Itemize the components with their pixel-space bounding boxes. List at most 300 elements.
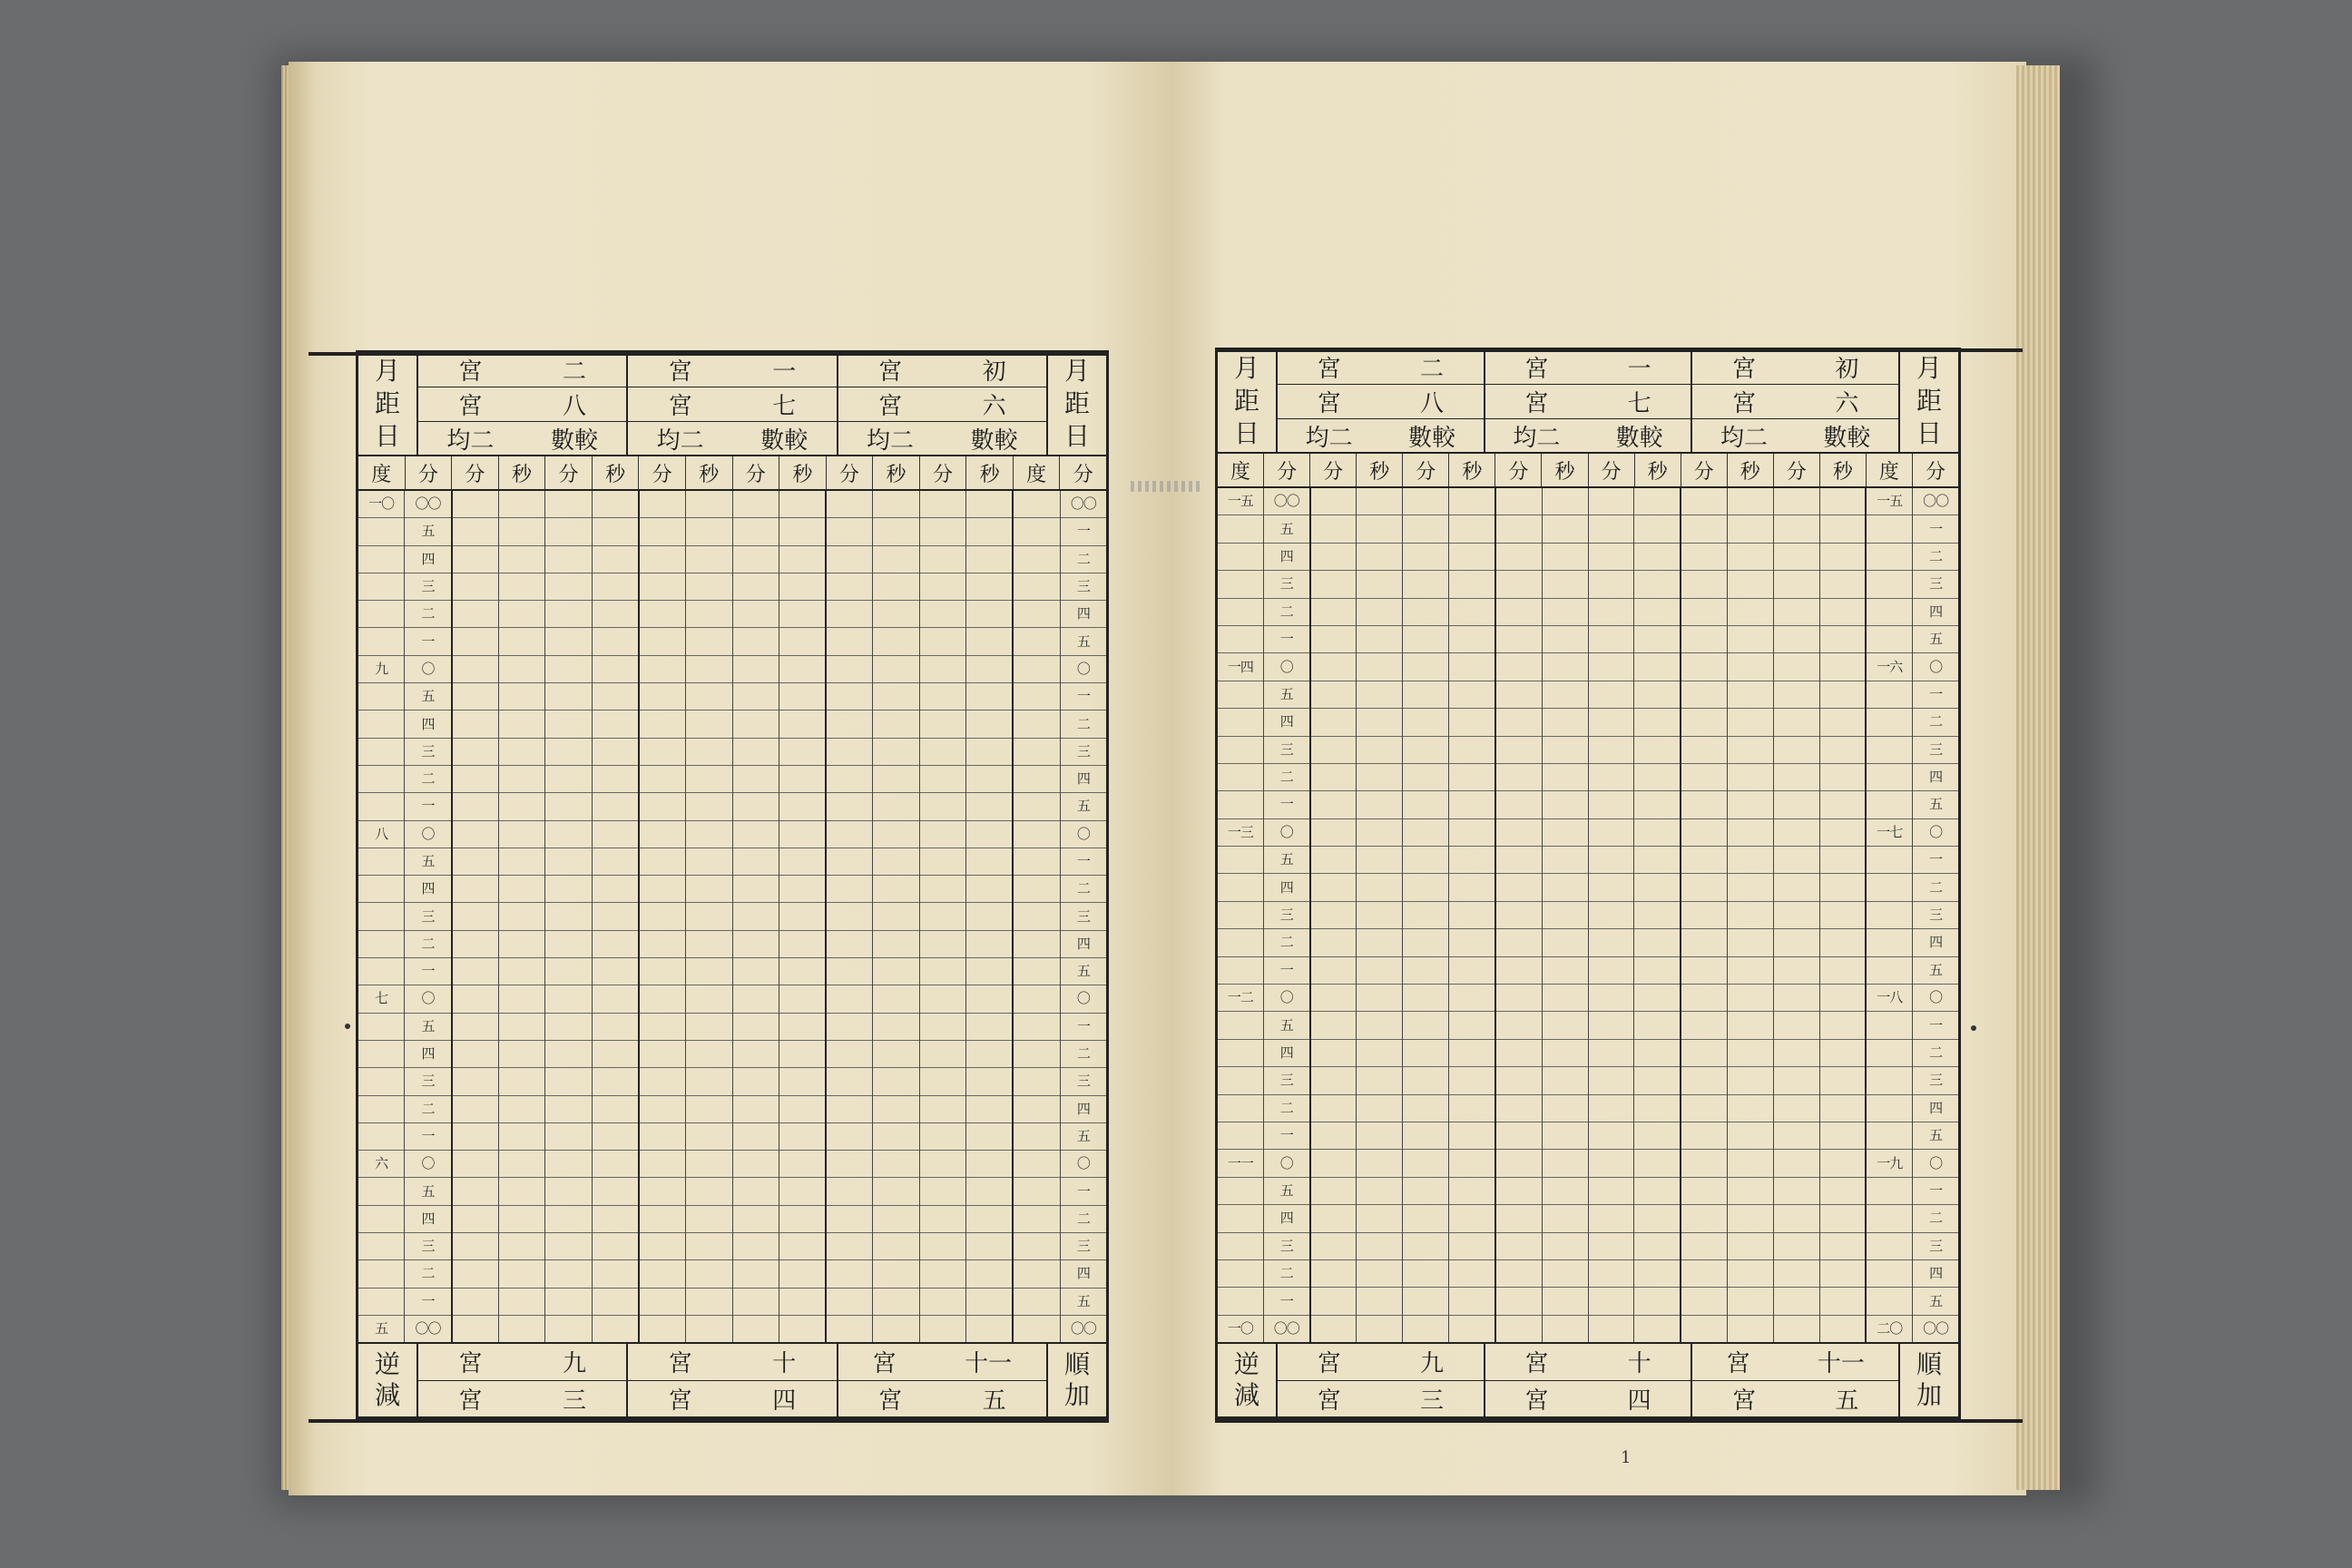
- table-cell: [1774, 653, 1819, 681]
- table-cell: [1496, 1150, 1542, 1177]
- table-cell: [827, 1316, 872, 1342]
- table-cell: [1774, 1178, 1819, 1205]
- table-cell: [1496, 653, 1542, 681]
- table-column: [1311, 488, 1357, 1342]
- table-cell: [779, 710, 825, 738]
- table-cell: [779, 1014, 825, 1041]
- table-cell: 一九: [1867, 1150, 1912, 1177]
- table-cell: [593, 903, 638, 930]
- table-cell: 四: [1913, 599, 1958, 626]
- table-column: [686, 491, 732, 1342]
- table-cell: [920, 739, 965, 766]
- table-cell: [1681, 488, 1727, 515]
- table-cell: [1681, 1205, 1727, 1232]
- table-cell: [593, 656, 638, 683]
- table-cell: [499, 848, 544, 876]
- table-cell: [1403, 791, 1448, 818]
- table-cell: [966, 1233, 1012, 1260]
- table-cell: [1014, 601, 1059, 628]
- table-cell: [358, 628, 404, 655]
- table-cell: [1774, 791, 1819, 818]
- table-cell: [1449, 791, 1494, 818]
- table-cell: [920, 766, 965, 793]
- table-cell: [1496, 985, 1542, 1012]
- table-cell: [1014, 573, 1059, 601]
- table-cell: [593, 1316, 638, 1342]
- table-cell: [686, 1014, 731, 1041]
- table-cell: [453, 848, 498, 876]
- table-cell: [1774, 1095, 1819, 1122]
- table-cell: 一: [1264, 957, 1309, 985]
- table-cell: [1634, 874, 1680, 901]
- table-cell: [593, 1041, 638, 1068]
- table-cell: [1820, 1233, 1866, 1260]
- table-cell: 〇〇: [1913, 488, 1958, 515]
- table-cell: [966, 931, 1012, 958]
- table-cell: [1311, 1260, 1357, 1288]
- table-cell: 四: [1913, 929, 1958, 956]
- table-cell: [1867, 1233, 1912, 1260]
- table-cell: [733, 518, 779, 545]
- table-cell: [453, 1151, 498, 1178]
- table-cell: [593, 1233, 638, 1260]
- table-cell: [1311, 737, 1357, 764]
- table-cell: [1867, 847, 1912, 874]
- page-number: 1: [1621, 1448, 1632, 1467]
- table-cell: [827, 931, 872, 958]
- table-cell: [1403, 874, 1448, 901]
- table-cell: [545, 766, 591, 793]
- table-cell: [1357, 1122, 1402, 1150]
- table-cell: [827, 793, 872, 820]
- table-cell: [640, 931, 685, 958]
- table-cell: [1449, 1205, 1494, 1232]
- table-cell: [358, 958, 404, 985]
- table-column: [640, 491, 686, 1342]
- table-cell: 一五: [1867, 488, 1912, 515]
- table-cell: [1311, 929, 1357, 956]
- table-cell: [640, 848, 685, 876]
- table-cell: 四: [1264, 544, 1309, 571]
- table-cell: [1014, 793, 1059, 820]
- table-cell: [1403, 819, 1448, 847]
- table-cell: 三: [1264, 737, 1309, 764]
- table-cell: [453, 1289, 498, 1316]
- table-cell: [827, 739, 872, 766]
- table-cell: [1728, 1067, 1773, 1094]
- table-cell: [358, 931, 404, 958]
- table-cell: 四: [405, 1206, 450, 1233]
- gong-group: 宮 初 宮 六 均二 數較: [838, 353, 1046, 455]
- table-cell: [920, 985, 965, 1013]
- table-column: [1014, 491, 1060, 1342]
- table-cell: [499, 1041, 544, 1068]
- table-cell: 〇: [1264, 819, 1309, 847]
- table-cell: [1311, 1067, 1357, 1094]
- table-cell: 二: [1264, 929, 1309, 956]
- table-cell: [1728, 1012, 1773, 1039]
- header-side-left: [358, 353, 418, 455]
- table-cell: [1449, 1040, 1494, 1067]
- table-cell: [593, 958, 638, 985]
- table-cell: [1728, 957, 1773, 985]
- table-cell: [920, 876, 965, 903]
- table-cell: [966, 821, 1012, 848]
- table-cell: 二: [1913, 1205, 1958, 1232]
- table-cell: [1403, 681, 1448, 709]
- table-cell: [1218, 1260, 1263, 1288]
- table-cell: [1681, 1260, 1727, 1288]
- table-cell: [1867, 1122, 1912, 1150]
- table-cell: [1357, 571, 1402, 598]
- table-cell: [1014, 1014, 1059, 1041]
- table-cell: [1496, 1095, 1542, 1122]
- table-cell: [1357, 1178, 1402, 1205]
- table-cell: 一〇: [1227, 1319, 1253, 1337]
- table-cell: [1634, 1205, 1680, 1232]
- table-cell: [593, 1206, 638, 1233]
- table-cell: [1403, 985, 1448, 1012]
- table-cell: 二: [405, 931, 450, 958]
- table-cell: [827, 821, 872, 848]
- table-cell: [640, 1316, 685, 1342]
- table-cell: [779, 985, 825, 1013]
- table-cell: [1449, 764, 1494, 791]
- table-header: [1218, 350, 1958, 454]
- table-cell: [545, 573, 591, 601]
- table-cell: [827, 1151, 872, 1178]
- table-cell: [1449, 1122, 1494, 1150]
- table-cell: [545, 1068, 591, 1095]
- unit-label: 秒: [1542, 454, 1588, 486]
- table-cell: 四: [405, 710, 450, 738]
- table-cell: [1403, 1260, 1448, 1288]
- table-cell: [779, 1316, 825, 1342]
- table-cell: [453, 739, 498, 766]
- table-cell: [686, 793, 731, 820]
- table-cell: [1449, 626, 1494, 653]
- table-cell: 二〇: [1877, 1319, 1903, 1337]
- table-cell: [1014, 1041, 1059, 1068]
- table-cell: [1728, 791, 1773, 818]
- table-cell: [873, 1151, 918, 1178]
- table-cell: [966, 1014, 1012, 1041]
- table-cell: [453, 1123, 498, 1151]
- table-cell: [499, 1068, 544, 1095]
- table-cell: [1867, 1288, 1912, 1315]
- table-cell: [920, 848, 965, 876]
- table-cell: 一: [1061, 1014, 1106, 1041]
- table-cell: [593, 518, 638, 545]
- table-cell: [1728, 709, 1773, 736]
- table-cell: [873, 601, 918, 628]
- table-cell: [779, 1068, 825, 1095]
- table-cell: [499, 491, 544, 518]
- table-cell: [1867, 737, 1912, 764]
- table-cell: [1820, 847, 1866, 874]
- table-cell: [499, 821, 544, 848]
- table-cell: [1311, 709, 1357, 736]
- table-cell: [1357, 1012, 1402, 1039]
- table-cell: [1403, 902, 1448, 929]
- table-cell: [1681, 819, 1727, 847]
- table-cell: [1589, 571, 1634, 598]
- table-cell: [779, 1260, 825, 1288]
- table-cell: 〇〇: [1061, 491, 1106, 518]
- table-cell: [1589, 653, 1634, 681]
- table-cell: [1311, 1122, 1357, 1150]
- table-cell: [1681, 764, 1727, 791]
- table-cell: [1634, 515, 1680, 543]
- table-cell: [1820, 1122, 1866, 1150]
- table-cell: [640, 710, 685, 738]
- table-cell: [733, 628, 779, 655]
- table-cell: [827, 876, 872, 903]
- table-cell: [1589, 515, 1634, 543]
- unit-label: 分: [639, 456, 686, 489]
- table-cell: [1449, 709, 1494, 736]
- table-cell: [1681, 1288, 1727, 1315]
- table-cell: [1014, 1151, 1059, 1178]
- table-cell: [1774, 902, 1819, 929]
- table-cell: [1357, 874, 1402, 901]
- table-cell: [1589, 957, 1634, 985]
- table-cell: [453, 546, 498, 573]
- table-cell: 一: [405, 793, 450, 820]
- table-cell: [1403, 929, 1448, 956]
- table-cell: [1014, 821, 1059, 848]
- table-column: [779, 491, 827, 1342]
- table-cell: [733, 958, 779, 985]
- table-cell: [545, 601, 591, 628]
- table-cell: [1449, 1067, 1494, 1094]
- table-cell: [1014, 1096, 1059, 1123]
- table-cell: [453, 573, 498, 601]
- table-cell: [640, 1096, 685, 1123]
- table-cell: [1449, 985, 1494, 1012]
- table-cell: [1634, 1316, 1680, 1342]
- table-cell: [1589, 1233, 1634, 1260]
- unit-label: 分: [1495, 454, 1542, 486]
- table-cell: [1403, 847, 1448, 874]
- table-cell: [1820, 515, 1866, 543]
- table-cell: [1681, 847, 1727, 874]
- table-cell: [593, 1151, 638, 1178]
- table-body: [1218, 488, 1958, 1344]
- table-cell: [827, 766, 872, 793]
- table-cell: [1681, 1122, 1727, 1150]
- table-cell: [1543, 544, 1588, 571]
- table-cell: 五: [1264, 847, 1309, 874]
- table-cell: [966, 903, 1012, 930]
- table-cell: [1357, 681, 1402, 709]
- table-cell: 二: [1061, 1206, 1106, 1233]
- table-cell: [920, 628, 965, 655]
- table-cell: [873, 683, 918, 710]
- table-cell: [453, 958, 498, 985]
- table-cell: [1589, 1122, 1634, 1150]
- table-cell: [358, 1123, 404, 1151]
- table-cell: [1218, 1233, 1263, 1260]
- table-cell: [1403, 1205, 1448, 1232]
- table-cell: [1589, 488, 1634, 515]
- table-cell: [1449, 1150, 1494, 1177]
- table-cell: [1589, 681, 1634, 709]
- table-cell: 五: [1061, 1289, 1106, 1316]
- table-cell: [1496, 1316, 1542, 1342]
- table-cell: [1589, 874, 1634, 901]
- table-cell: [545, 931, 591, 958]
- table-cell: [1496, 737, 1542, 764]
- table-cell: [358, 683, 404, 710]
- table-cell: [1496, 1260, 1542, 1288]
- table-cell: [1357, 1150, 1402, 1177]
- table-cell: [1218, 1205, 1263, 1232]
- table-column: [1449, 488, 1496, 1342]
- table-cell: [1357, 1233, 1402, 1260]
- table-cell: [1311, 1040, 1357, 1067]
- table-cell: [1728, 929, 1773, 956]
- table-cell: [1867, 515, 1912, 543]
- table-cell: [1403, 1122, 1448, 1150]
- table-cell: 二: [405, 766, 450, 793]
- gong-group: 宮 二 宮 八 均二 數較: [1278, 350, 1485, 452]
- table-cell: [1774, 599, 1819, 626]
- table-cell: [873, 958, 918, 985]
- table-cell: [1634, 571, 1680, 598]
- table-cell: [1728, 653, 1773, 681]
- table-cell: [779, 573, 825, 601]
- table-cell: [1357, 653, 1402, 681]
- table-cell: [779, 931, 825, 958]
- table-cell: [1820, 985, 1866, 1012]
- table-cell: [1218, 544, 1263, 571]
- table-cell: [1589, 1288, 1634, 1315]
- table-cell: 〇〇: [1264, 488, 1309, 515]
- table-cell: [1357, 819, 1402, 847]
- table-cell: [1681, 737, 1727, 764]
- table-cell: [1820, 1316, 1866, 1342]
- table-cell: [686, 1123, 731, 1151]
- table-cell: [1867, 791, 1912, 818]
- table-cell: 一二: [1218, 985, 1263, 1012]
- table-cell: [1403, 709, 1448, 736]
- table-cell: 三: [1264, 1233, 1309, 1260]
- table-cell: [1867, 1095, 1912, 1122]
- table-cell: [1449, 1012, 1494, 1039]
- table-cell: [779, 903, 825, 930]
- table-cell: [499, 1123, 544, 1151]
- table-cell: [1634, 1012, 1680, 1039]
- table-cell: [1774, 626, 1819, 653]
- table-cell: [1820, 819, 1866, 847]
- table-cell: [1357, 709, 1402, 736]
- table-cell: [827, 1260, 872, 1288]
- table-cell: [686, 710, 731, 738]
- table-cell: [593, 573, 638, 601]
- table-cell: [966, 766, 1012, 793]
- table-cell: [779, 1289, 825, 1316]
- table-cell: [358, 848, 404, 876]
- table-cell: [779, 1206, 825, 1233]
- unit-label: 分: [1774, 454, 1820, 486]
- table-cell: [779, 793, 825, 820]
- unit-label: 分: [1589, 454, 1635, 486]
- table-cell: [733, 903, 779, 930]
- table-cell: [1449, 929, 1494, 956]
- table-column: [453, 491, 499, 1342]
- table-cell: 〇: [1061, 1151, 1106, 1178]
- table-cell: [545, 876, 591, 903]
- table-cell: [920, 491, 965, 518]
- table-cell: [827, 1041, 872, 1068]
- table-cell: [1543, 1288, 1588, 1315]
- table-cell: 二: [1913, 874, 1958, 901]
- table-cell: [920, 1316, 965, 1342]
- table-cell: [1218, 957, 1263, 985]
- table-cell: [499, 546, 544, 573]
- table-cell: [733, 1206, 779, 1233]
- table-cell: [640, 903, 685, 930]
- table-column: [1061, 491, 1106, 1342]
- table-cell: [1496, 1233, 1542, 1260]
- table-cell: 〇: [1264, 985, 1309, 1012]
- unit-label: 度: [358, 456, 406, 489]
- table-cell: [1543, 1205, 1588, 1232]
- table-cell: [453, 903, 498, 930]
- table-cell: [1867, 681, 1912, 709]
- table-cell: [779, 1233, 825, 1260]
- table-cell: 五: [1061, 1123, 1106, 1151]
- table-cell: [733, 573, 779, 601]
- table-cell: [499, 683, 544, 710]
- table-cell: [873, 710, 918, 738]
- table-cell: [1820, 544, 1866, 571]
- table-cell: [1774, 929, 1819, 956]
- table-cell: [1014, 546, 1059, 573]
- table-cell: [1496, 1012, 1542, 1039]
- table-cell: [1820, 709, 1866, 736]
- table-cell: 〇: [1264, 653, 1309, 681]
- table-cell: [1543, 515, 1588, 543]
- table-cell: [593, 1289, 638, 1316]
- table-cell: [1496, 515, 1542, 543]
- table-cell: [545, 1316, 591, 1342]
- table-cell: [1449, 544, 1494, 571]
- table-cell: [1357, 1288, 1402, 1315]
- table-cell: [873, 821, 918, 848]
- table-cell: [873, 1068, 918, 1095]
- table-cell: 五: [1264, 515, 1309, 543]
- table-cell: [920, 546, 965, 573]
- table-cell: [827, 683, 872, 710]
- table-cell: 四: [1061, 766, 1106, 793]
- table-cell: [1218, 1288, 1263, 1315]
- table-cell: [873, 848, 918, 876]
- table-cell: [1820, 571, 1866, 598]
- table-cell: [1728, 1040, 1773, 1067]
- table-cell: 四: [1264, 1205, 1309, 1232]
- table-cell: 三: [1061, 573, 1106, 601]
- table-cell: [1543, 599, 1588, 626]
- table-cell: [1774, 957, 1819, 985]
- table-cell: [966, 848, 1012, 876]
- table-cell: [1634, 1150, 1680, 1177]
- table-cell: [686, 601, 731, 628]
- table-cell: [1634, 681, 1680, 709]
- table-cell: [733, 1233, 779, 1260]
- table-cell: [873, 518, 918, 545]
